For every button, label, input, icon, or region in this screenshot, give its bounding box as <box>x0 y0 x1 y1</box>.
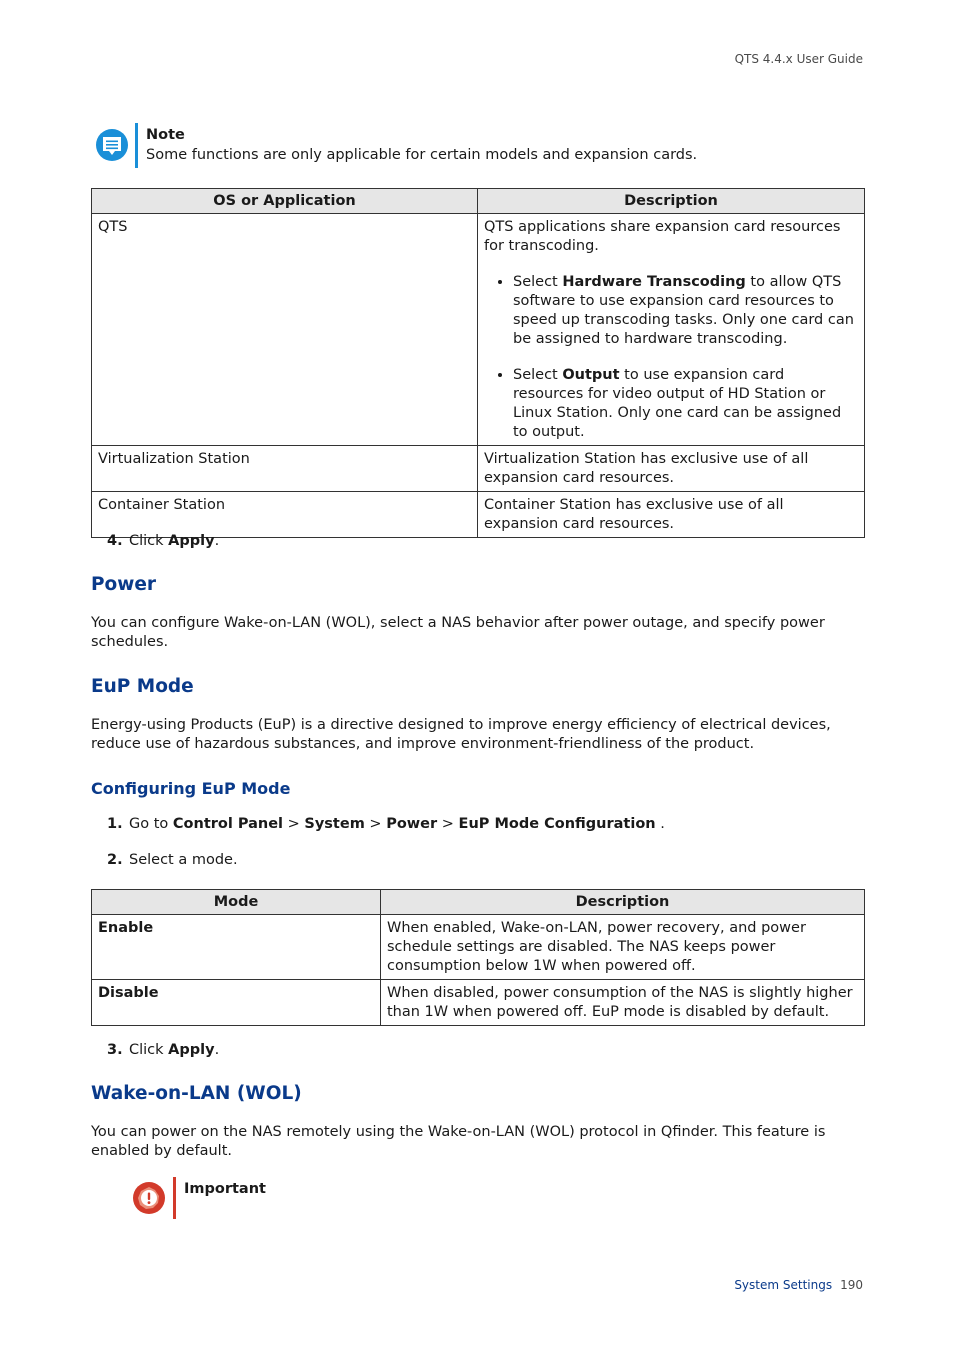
step-number: 3. <box>107 1042 123 1058</box>
wol-paragraph: You can power on the NAS remotely using the Wake-on-LAN (WOL) protocol in Qfinder. This feature is enabled by default. <box>91 1124 826 1159</box>
note-icon <box>95 128 129 164</box>
menu-path-item: EuP Mode Configuration <box>458 816 656 832</box>
step-1: 1. Go to Control Panel > System > Power > EuP Mode Configuration . <box>91 815 665 834</box>
table-header-cell: Description <box>478 189 865 214</box>
note-bar <box>135 123 138 168</box>
table-cell: Container Station has exclusive use of all expansion card resources. <box>478 492 865 538</box>
step-2: 2. Select a mode. <box>91 851 238 870</box>
running-header: QTS 4.4.x User Guide <box>734 52 863 66</box>
table-cell: When disabled, power consumption of the NAS is slightly higher than 1W when powered off. EuP mode is disabled by default. <box>381 980 865 1026</box>
step-number: 4. <box>107 533 123 549</box>
note-title: Note <box>146 127 185 143</box>
menu-path-item: Control Panel <box>172 816 284 832</box>
section-heading-power: Power <box>91 574 157 595</box>
section-heading-wol: Wake-on-LAN (WOL) <box>91 1083 302 1104</box>
table-cell: QTS <box>92 214 478 446</box>
table-cell: When enabled, Wake-on-LAN, power recovery, and power schedule settings are disabled. The NAS keeps power consumption below 1W when powered off. <box>381 915 865 980</box>
note-text: Some functions are only applicable for certain models and expansion cards. <box>146 147 698 163</box>
step-number: 2. <box>107 852 123 868</box>
eup-mode-table <box>91 889 865 1026</box>
step-number: 1. <box>107 816 123 832</box>
list-item: • Select Output to use expansion card resources for video output of HD Station or Linux Station. Only one card can be assigned to output. <box>513 366 858 442</box>
step-3: 3. Click Apply. <box>91 1041 219 1060</box>
ui-term: Hardware Transcoding <box>562 274 746 290</box>
menu-path-item: Power <box>386 816 438 832</box>
ui-term: Apply <box>168 1042 215 1058</box>
important-icon <box>132 1181 166 1215</box>
power-paragraph: You can configure Wake-on-LAN (WOL), select a NAS behavior after power outage, and specify power schedules. <box>91 615 825 650</box>
section-heading-eup: EuP Mode <box>91 676 194 697</box>
page-footer <box>734 1276 863 1295</box>
expansion-card-table <box>91 188 865 538</box>
table-cell: Enable <box>92 915 381 980</box>
menu-path-item: System <box>304 816 365 832</box>
table-header-cell: Description <box>381 890 865 915</box>
list-item: • Select Hardware Transcoding to allow QTS software to use expansion card resources to speed up transcoding tasks. Only one card can be assigned to hardware transcoding. <box>513 273 858 349</box>
table-row <box>92 214 865 446</box>
important-title: Important <box>184 1181 266 1197</box>
table-row <box>92 980 865 1026</box>
subsection-heading-config: Configuring EuP Mode <box>91 779 291 798</box>
bullet-list <box>484 273 858 442</box>
cell-text: QTS applications share expansion card resources for transcoding. <box>484 219 841 254</box>
table-header-cell: OS or Application <box>92 189 478 214</box>
ui-term: Apply <box>168 533 215 549</box>
important-bar <box>173 1177 176 1219</box>
footer-section: System Settings <box>734 1278 833 1292</box>
table-row <box>92 492 865 538</box>
step-4: 4. Click Apply. <box>91 532 219 551</box>
eup-paragraph: Energy-using Products (EuP) is a directive designed to improve energy efficiency of electrical devices, reduce use of hazardous substances, and improve environment-friendliness of the product. <box>91 717 831 752</box>
table-cell: Virtualization Station has exclusive use of all expansion card resources. <box>478 446 865 492</box>
table-header-row <box>92 189 865 214</box>
table-header-row <box>92 890 865 915</box>
table-row <box>92 446 865 492</box>
ui-term: Output <box>562 367 620 383</box>
table-cell: Container Station <box>92 492 478 538</box>
table-cell <box>478 214 865 446</box>
table-cell: Virtualization Station <box>92 446 478 492</box>
table-row <box>92 915 865 980</box>
table-header-cell: Mode <box>92 890 381 915</box>
page-number: 190 <box>840 1278 863 1292</box>
table-cell: Disable <box>92 980 381 1026</box>
